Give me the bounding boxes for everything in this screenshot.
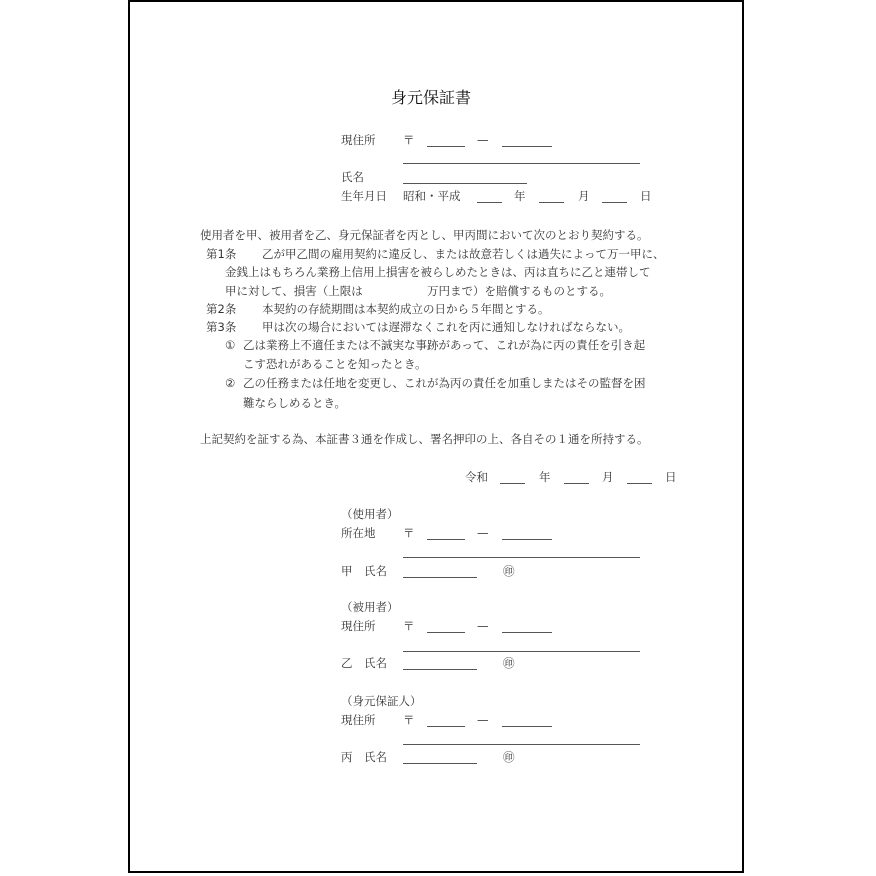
- postal-field-2[interactable]: [502, 146, 552, 147]
- day-label: 日: [640, 189, 652, 203]
- address-field[interactable]: [403, 744, 640, 745]
- name-field[interactable]: [403, 577, 477, 578]
- article-2-label: 第2条: [206, 302, 237, 316]
- party-address-label: 現住所: [341, 713, 376, 727]
- date-year-label: 年: [539, 470, 551, 484]
- party-address-label: 現住所: [341, 619, 376, 633]
- postal-dash: —: [477, 619, 489, 633]
- name-label: 氏名: [341, 170, 364, 184]
- item-1-text: こす恐れがあることを知ったとき。: [243, 357, 427, 371]
- date-year-field[interactable]: [500, 483, 525, 484]
- postal-field-2[interactable]: [502, 726, 552, 727]
- closing-text: 上記契約を証する為、本証書３通を作成し、署名押印の上、各自その１通を所持する。: [200, 432, 649, 446]
- article-3-text: 甲は次の場合においては遅滞なくこれを丙に通知しなければならない。: [262, 320, 630, 334]
- postal-dash: —: [477, 526, 489, 540]
- address-field[interactable]: [403, 651, 640, 652]
- article-1-text: 乙が甲乙間の雇用契約に違反し、または故意若しくは過失によって万一甲に、: [262, 247, 665, 261]
- article-1-text: 甲に対して、損害（上限は: [225, 284, 363, 298]
- birth-month-field[interactable]: [539, 202, 564, 203]
- name-field[interactable]: [403, 669, 477, 670]
- address-field[interactable]: [403, 163, 640, 164]
- seal-mark: ㊞: [503, 564, 515, 578]
- article-1-text: 万円まで）を賠償するものとする。: [427, 284, 611, 298]
- seal-mark: ㊞: [503, 750, 515, 764]
- item-2-mark: ②: [225, 376, 236, 390]
- address-label: 現住所: [341, 133, 376, 147]
- postal-field-2[interactable]: [502, 632, 552, 633]
- postal-field-1[interactable]: [427, 539, 465, 540]
- postal-mark: 〒: [403, 526, 415, 540]
- date-era: 令和: [465, 470, 488, 484]
- item-2-text: 乙の任務または任地を変更し、これが為丙の責任を加重しまたはその監督を困: [243, 376, 646, 390]
- party-role: （身元保証人）: [341, 694, 422, 708]
- party-name-label: 甲 氏名: [341, 564, 387, 578]
- item-1-text: 乙は業務上不適任または不誠実な事跡があって、これが為に丙の責任を引き起: [243, 338, 646, 352]
- year-label: 年: [514, 189, 526, 203]
- postal-field-1[interactable]: [427, 146, 465, 147]
- party-address-label: 所在地: [341, 526, 376, 540]
- birth-label: 生年月日: [341, 189, 387, 203]
- article-3-label: 第3条: [206, 320, 237, 334]
- postal-field-1[interactable]: [427, 632, 465, 633]
- postal-dash: —: [477, 713, 489, 727]
- postal-mark: 〒: [403, 133, 415, 147]
- name-field[interactable]: [403, 183, 527, 184]
- article-1-text: 金銭上はもちろん業務上信用上損害を被らしめたときは、丙は直ちに乙と連帯して: [225, 265, 651, 279]
- date-month-field[interactable]: [564, 483, 589, 484]
- intro-text: 使用者を甲、被用者を乙、身元保証者を丙とし、甲丙間において次のとおり契約する。: [200, 228, 649, 242]
- date-day-field[interactable]: [627, 483, 652, 484]
- postal-field-2[interactable]: [502, 539, 552, 540]
- party-role: （使用者）: [341, 507, 399, 521]
- postal-field-1[interactable]: [427, 726, 465, 727]
- date-month-label: 月: [602, 470, 614, 484]
- birth-era: 昭和・平成: [403, 189, 461, 203]
- seal-mark: ㊞: [503, 656, 515, 670]
- article-2-text: 本契約の存続期間は本契約成立の日から５年間とする。: [262, 302, 550, 316]
- address-field[interactable]: [403, 557, 640, 558]
- party-name-label: 乙 氏名: [341, 656, 387, 670]
- party-role: （被用者）: [341, 600, 399, 614]
- document-title: 身元保証書: [391, 88, 472, 107]
- item-1-mark: ①: [225, 338, 236, 352]
- article-1-label: 第1条: [206, 247, 237, 261]
- birth-day-field[interactable]: [602, 202, 627, 203]
- postal-dash: —: [477, 133, 489, 147]
- item-2-text: 難ならしめるとき。: [243, 396, 347, 410]
- party-name-label: 丙 氏名: [341, 750, 387, 764]
- postal-mark: 〒: [403, 713, 415, 727]
- postal-mark: 〒: [403, 619, 415, 633]
- month-label: 月: [578, 189, 590, 203]
- date-day-label: 日: [665, 470, 677, 484]
- birth-year-field[interactable]: [477, 202, 502, 203]
- name-field[interactable]: [403, 763, 477, 764]
